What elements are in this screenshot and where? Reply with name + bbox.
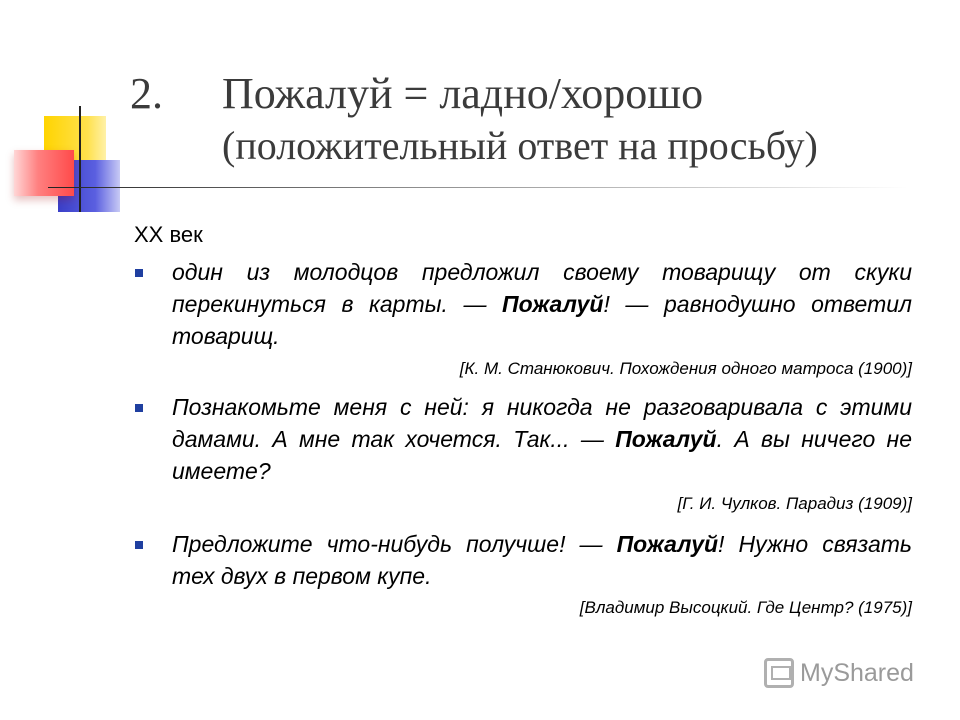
- quote-keyword: Пожалуй: [502, 291, 604, 317]
- quote-keyword: Пожалуй: [616, 531, 719, 557]
- century-heading: XX век: [134, 222, 203, 247]
- decor-vertical-line: [79, 106, 81, 212]
- quote-source: [Г. И. Чулков. Парадиз (1909)]: [677, 494, 912, 513]
- quote-text: один из молодцов предложил своему товарищу от скуки перекинуться в карты. —: [172, 259, 912, 317]
- quote-paragraph: [172, 256, 912, 352]
- title-main: Пожалуй = ладно/хорошо: [222, 69, 704, 118]
- watermark-text: MyShared: [800, 658, 914, 687]
- decor-red-square: [14, 150, 74, 196]
- title-subtitle: (положительный ответ на просьбу): [222, 123, 818, 168]
- quote-paragraph: [172, 391, 912, 487]
- quote-text: . А вы ничего не имеете?: [172, 426, 912, 484]
- presentation-icon: [764, 658, 794, 688]
- quote-source: [К. М. Станюкович. Похождения одного матроса (1900)]: [459, 359, 912, 378]
- quote-text: Познакомьте меня с ней: я никогда не разговаривала с этими дамами. А мне так хочется. Так... —: [172, 394, 912, 452]
- quote-keyword: Пожалуй: [615, 426, 717, 452]
- bullet-marker: [135, 541, 143, 549]
- watermark: [764, 658, 914, 688]
- quote-text: ! — равнодушно ответил товарищ.: [172, 291, 912, 349]
- quote-paragraph: [172, 528, 912, 592]
- quote-source: [Владимир Высоцкий. Где Центр? (1975)]: [579, 598, 912, 617]
- bullet-marker: [135, 404, 143, 412]
- title-number: 2.: [130, 69, 163, 118]
- title-divider: [48, 187, 908, 188]
- quote-text: Предложите что-нибудь получше! —: [172, 531, 617, 557]
- bullet-marker: [135, 269, 143, 277]
- quote-text: ! Нужно связать тех двух в первом купе.: [172, 531, 912, 589]
